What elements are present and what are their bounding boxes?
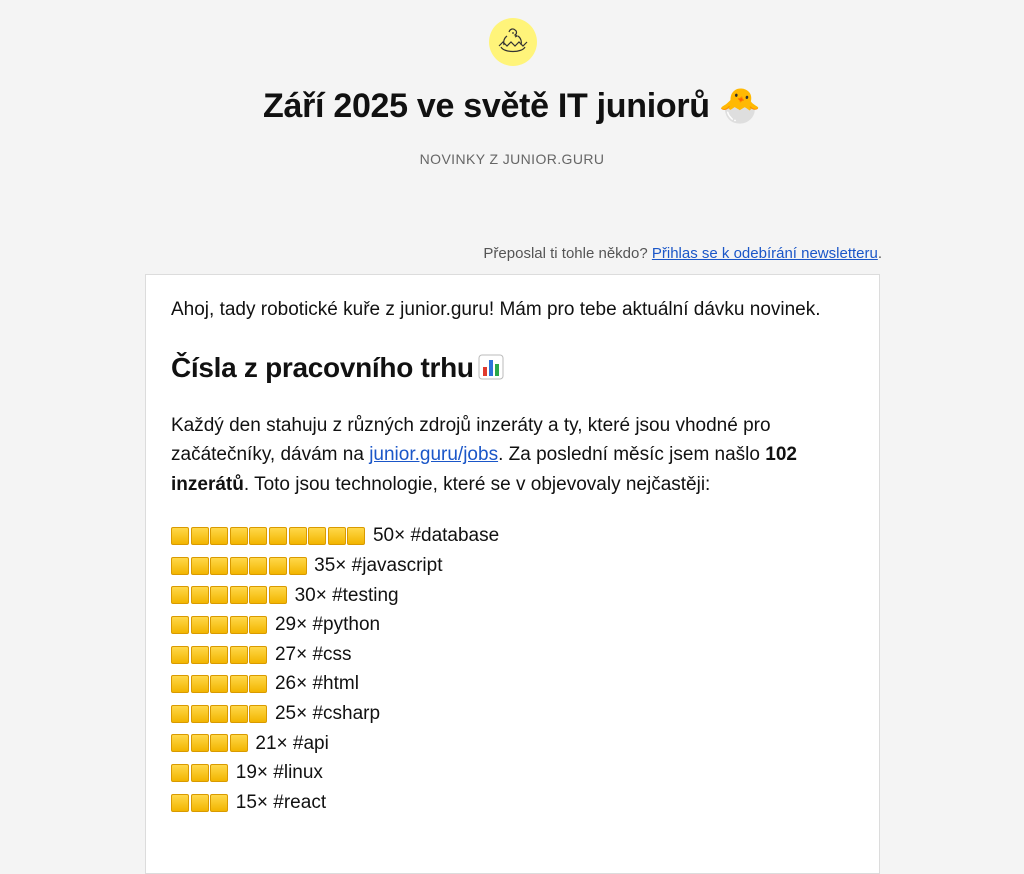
- technology-bar: [171, 646, 269, 664]
- logo[interactable]: [489, 18, 537, 66]
- bar-block: [191, 646, 209, 664]
- jobs-paragraph-text-2: . Za poslední měsíc jsem našlo: [498, 444, 766, 466]
- bar-block: [347, 527, 365, 545]
- bar-block: [269, 527, 287, 545]
- bar-block: [289, 557, 307, 575]
- chick-logo-icon: [495, 26, 531, 58]
- bar-block: [171, 734, 189, 752]
- technology-bar: [171, 764, 230, 782]
- bar-block: [308, 527, 326, 545]
- technology-row: [171, 610, 831, 640]
- intro-paragraph: Ahoj, tady robotické kuře z junior.guru! Mám pro tebe aktuální dávku novinek.: [171, 299, 821, 320]
- bar-block: [328, 527, 346, 545]
- technology-label: 15× #react: [235, 791, 327, 813]
- bar-block: [230, 734, 248, 752]
- page-title: [0, 84, 1024, 128]
- technology-label: 35× #javascript: [314, 554, 443, 576]
- technology-row: [171, 521, 831, 551]
- bar-block: [210, 646, 228, 664]
- bar-block: [191, 734, 209, 752]
- technology-bar: [171, 734, 249, 752]
- bar-block: [191, 527, 209, 545]
- bar-block: [171, 616, 189, 634]
- technology-label: 21× #api: [255, 732, 329, 754]
- bar-block: [191, 675, 209, 693]
- technology-bar: [171, 675, 269, 693]
- bar-block: [210, 764, 228, 782]
- bar-block: [230, 586, 248, 604]
- bar-block: [230, 557, 248, 575]
- bar-block: [171, 557, 189, 575]
- bar-block: [210, 675, 228, 693]
- bar-block: [171, 646, 189, 664]
- bar-block: [191, 794, 209, 812]
- bar-block: [249, 527, 267, 545]
- bar-block: [210, 557, 228, 575]
- jobs-paragraph-text-1: Každý den stahuju z různých zdrojů inzeráty a ty, které jsou vhodné pro začátečníky, dávám na: [171, 414, 771, 466]
- bar-block: [171, 675, 189, 693]
- jobs-paragraph: [171, 411, 831, 500]
- technology-list: [171, 521, 831, 817]
- technology-label: 29× #python: [274, 614, 381, 636]
- technology-row: [171, 640, 831, 670]
- technology-row: [171, 581, 831, 611]
- bar-block: [171, 794, 189, 812]
- jobs-paragraph-text-3: . Toto jsou technologie, které se v objevovaly nejčastěji:: [243, 473, 711, 495]
- bar-block: [210, 705, 228, 723]
- bar-block: [210, 616, 228, 634]
- bar-block: [249, 705, 267, 723]
- bar-block: [249, 616, 267, 634]
- bar-block: [191, 764, 209, 782]
- bar-block: [289, 527, 307, 545]
- bar-block: [191, 557, 209, 575]
- newsletter-card: [145, 274, 880, 874]
- technology-bar: [171, 527, 367, 545]
- section-heading: [171, 350, 831, 389]
- bar-block: [210, 734, 228, 752]
- technology-bar: [171, 616, 269, 634]
- bar-block: [191, 586, 209, 604]
- forward-notice-suffix: .: [877, 245, 882, 262]
- technology-row: [171, 669, 831, 699]
- bar-block: [230, 705, 248, 723]
- technology-bar: [171, 586, 289, 604]
- technology-label: 19× #linux: [235, 762, 323, 784]
- bar-block: [230, 616, 248, 634]
- subscribe-link[interactable]: Přihlas se k odebírání newsletteru: [651, 245, 878, 262]
- technology-bar: [171, 557, 308, 575]
- bar-block: [191, 616, 209, 634]
- forward-notice: [483, 244, 882, 264]
- bar-block: [171, 705, 189, 723]
- jobs-link[interactable]: junior.guru/jobs: [369, 444, 499, 466]
- bar-block: [269, 586, 287, 604]
- technology-row: [171, 699, 831, 729]
- section-heading-text: Čísla z pracovního trhu: [171, 351, 474, 383]
- job-count: 102 inzerátů: [171, 444, 797, 495]
- bar-block: [171, 764, 189, 782]
- title-text: Září 2025 ve světě IT juniorů: [263, 87, 710, 125]
- technology-label: 27× #css: [274, 643, 352, 665]
- technology-bar: [171, 794, 230, 812]
- bar-chart-icon: [478, 353, 504, 389]
- bar-block: [191, 705, 209, 723]
- newsletter-subtitle: NOVINKY Z JUNIOR.GURU: [419, 151, 605, 167]
- bar-block: [249, 557, 267, 575]
- bar-block: [249, 586, 267, 604]
- forward-notice-text: Přeposlal ti tohle někdo?: [483, 245, 648, 262]
- technology-label: 30× #testing: [294, 584, 399, 606]
- bar-block: [249, 646, 267, 664]
- technology-label: 25× #csharp: [274, 702, 381, 724]
- hatching-chick-icon: 🐣: [718, 86, 761, 126]
- bar-block: [230, 527, 248, 545]
- bar-block: [210, 527, 228, 545]
- bar-block: [210, 586, 228, 604]
- bar-block: [171, 586, 189, 604]
- technology-row: [171, 551, 831, 581]
- bar-block: [210, 794, 228, 812]
- bar-block: [171, 527, 189, 545]
- bar-block: [249, 675, 267, 693]
- technology-label: 50× #database: [372, 525, 500, 547]
- technology-row: [171, 758, 831, 788]
- bar-block: [269, 557, 287, 575]
- technology-label: 26× #html: [274, 673, 359, 695]
- technology-row: [171, 729, 831, 759]
- newsletter-content: [171, 295, 831, 833]
- technology-bar: [171, 705, 269, 723]
- technology-row: [171, 788, 831, 818]
- bar-block: [230, 675, 248, 693]
- bar-block: [230, 646, 248, 664]
